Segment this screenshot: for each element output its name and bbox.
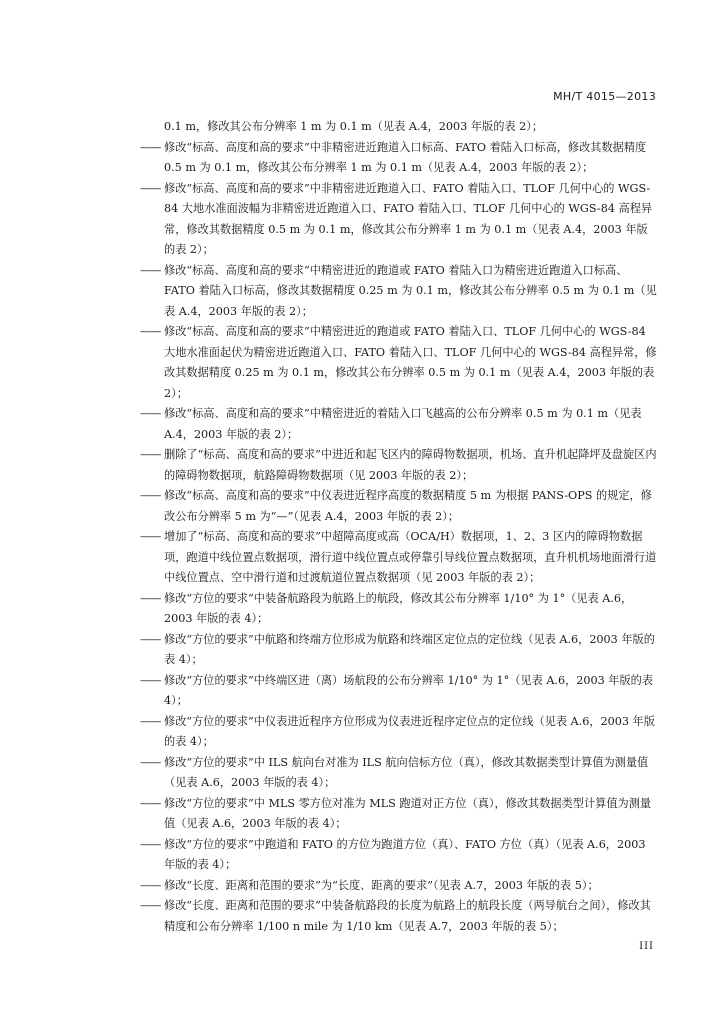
- revision-item: [140, 138, 658, 179]
- page-number: III: [639, 941, 654, 952]
- list-dash: ——: [140, 899, 161, 912]
- revision-text: 修改“标高、高度和高的要求”中仪表进近程序高度的数据精度 5 m 为根据 PANS-OPS 的规定，修改公布分辨率 5 m 为“—”（见表 A.4，2003 年版的表 2）；: [164, 489, 652, 523]
- list-dash: ——: [140, 837, 161, 851]
- revision-text: 修改“方位的要求”中终端区进（离）场航段的公布分辨率 1/10° 为 1°（见表 A.6，2003 年版的表 4）；: [164, 673, 654, 707]
- list-dash: ——: [140, 530, 161, 543]
- list-dash: ——: [140, 181, 161, 195]
- revision-item: [140, 404, 658, 445]
- list-dash: ——: [140, 632, 161, 646]
- list-dash: ——: [140, 489, 161, 502]
- revision-text: 修改“方位的要求”中航路和终端方位形成为航路和终端区定位点的定位线（见表 A.6，2003 年版的表 4）；: [164, 632, 655, 666]
- revision-text: 修改“标高、高度和高的要求”中精密进近的着陆入口飞越高的公布分辨率 0.5 m 为 0.1 m（见表 A.4，2003 年版的表 2）；: [164, 407, 642, 441]
- list-dash: ——: [140, 755, 161, 769]
- list-dash: ——: [140, 878, 161, 892]
- revision-text: 修改“长度、距离和范围的要求”为“长度、距离的要求”（见表 A.7，2003 年版的表 5）；: [164, 878, 599, 892]
- revision-item: [140, 527, 658, 589]
- revision-text: 修改“方位的要求”中装备航路段为航路上的航段，修改其公布分辨率 1/10° 为 1°（见表 A.6，2003 年版的表 4）；: [164, 591, 633, 625]
- revision-item: [140, 671, 658, 712]
- list-dash: ——: [140, 714, 161, 728]
- revision-item: [140, 630, 658, 671]
- revision-item: [140, 261, 658, 323]
- continued-line: 0.1 m，修改其公布分辨率 1 m 为 0.1 m（见表 A.4，2003 年版的表 2）；: [164, 120, 544, 133]
- revision-text: 删除了“标高、高度和高的要求”中进近和起飞区内的障碍物数据项，机场、直升机起降坪及盘旋区内的障碍物数据项，航路障碍物数据项（见 2003 年版的表 2）；: [164, 448, 657, 482]
- revision-item: [140, 896, 658, 937]
- revision-text: 增加了“标高、高度和高的要求”中超障高度或高（OCA/H）数据项，1、2、3 区内的障碍物数据项，跑道中线位置点数据项，滑行道中线位置点或停靠引导线位置点数据项，直升机机场地面滑行道中线位置点、空中滑行道和过渡航道位置点数据项（见 2003 年版的表 2）；: [164, 530, 657, 584]
- list-dash: ——: [140, 140, 161, 154]
- revision-item: [140, 876, 658, 897]
- list-dash: ——: [140, 448, 161, 461]
- revision-list: [140, 138, 658, 938]
- revision-item: [140, 179, 658, 261]
- revision-item: [140, 712, 658, 753]
- revision-text: 修改“方位的要求”中 ILS 航向台对准为 ILS 航向信标方位（真），修改其数据类型计算值为测量值（见表 A.6，2003 年版的表 4）；: [164, 755, 649, 789]
- revision-text: 修改“方位的要求”中仪表进近程序方位形成为仪表进近程序定位点的定位线（见表 A.6，2003 年版的表 4）；: [164, 714, 655, 748]
- list-dash: ——: [140, 673, 161, 687]
- revision-item: [140, 753, 658, 794]
- list-dash: ——: [140, 263, 161, 277]
- revision-item: [140, 835, 658, 876]
- revision-item: [140, 589, 658, 630]
- list-dash: ——: [140, 407, 161, 420]
- revision-text: 修改“标高、高度和高的要求”中精密进近的跑道或 FATO 着陆入口为精密进近跑道入口标高、FATO 着陆入口标高，修改其数据精度 0.25 m 为 0.1 m，修改其公布分辨率 0.5 m 为 0.1 m（见表 A.4，2003 年版的表 2）；: [164, 263, 657, 318]
- revision-item: [140, 322, 658, 404]
- revision-text: 修改“方位的要求”中 MLS 零方位对准为 MLS 跑道对正方位（真），修改其数据类型计算值为测量值（见表 A.6，2003 年版的表 4）；: [164, 796, 652, 830]
- revision-item: [140, 486, 658, 527]
- document-id-header: MH/T 4015—2013: [553, 90, 656, 103]
- list-dash: ——: [140, 591, 161, 605]
- revision-text: 修改“长度、距离和范围的要求”中装备航路段的长度为航路上的航段长度（两导航台之间），修改其精度和公布分辨率 1/100 n mile 为 1/10 km（见表 A.7，2003 年版的表 5）；: [164, 899, 651, 933]
- list-dash: ——: [140, 796, 161, 810]
- revision-text: 修改“标高、高度和高的要求”中非精密进近跑道入口、FATO 着陆入口、TLOF 几何中心的 WGS-84 大地水准面波幅为非精密进近跑道入口、FATO 着陆入口、TLOF 几何中心的 WGS-84 高程异常，修改其数据精度 0.5 m 为 0.1 m，修改其公布分辨率 1 m 为 0.1 m（见表 A.4，2003 年版的表 2）；: [164, 181, 653, 256]
- page-body: [140, 117, 658, 937]
- revision-text: 修改“标高、高度和高的要求”中非精密进近跑道入口标高、FATO 着陆入口标高，修改其数据精度 0.5 m 为 0.1 m，修改其公布分辨率 1 m 为 0.1 m（见表 A.4，2003 年版的表 2）；: [164, 140, 647, 174]
- revision-text: 修改“方位的要求”中跑道和 FATO 的方位为跑道方位（真）、FATO 方位（真）（见表 A.6，2003 年版的表 4）；: [164, 837, 646, 871]
- revision-item: [140, 794, 658, 835]
- revision-item: [140, 445, 658, 486]
- revision-text: 修改“标高、高度和高的要求”中精密进近的跑道或 FATO 着陆入口、TLOF 几何中心的 WGS-84 大地水准面起伏为精密进近跑道入口、FATO 着陆入口、TLOF 几何中心的 WGS-84 高程异常，修改其数据精度 0.25 m 为 0.1 m，修改其公布分辨率 0.5 m 为 0.1 m（见表 A.4，2003 年版的表 2）；: [164, 325, 657, 400]
- list-dash: ——: [140, 325, 161, 338]
